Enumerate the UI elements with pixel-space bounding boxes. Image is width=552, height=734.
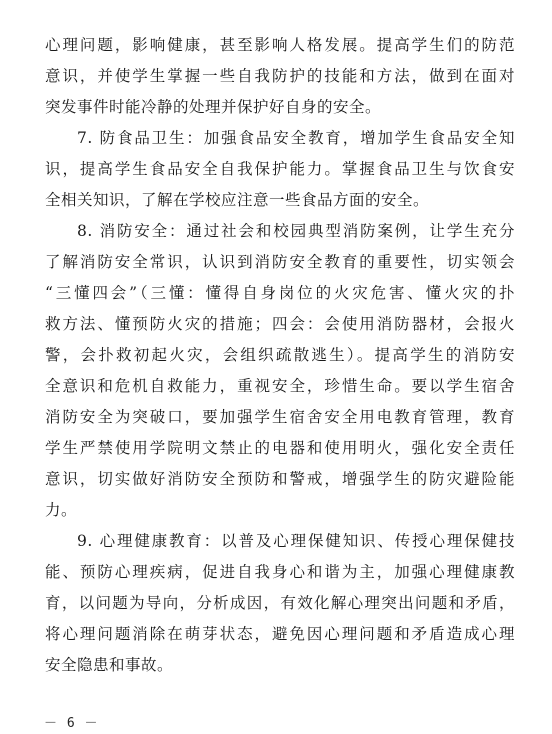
text-line: 全相关知识，了解在学校应注意一些食品方面的安全。	[45, 191, 430, 209]
text-line: 能、预防心理疾病，促进自我身心和谐为主，加强心理健康教	[45, 563, 515, 581]
text-line: 意识，并使学生掌握一些自我防护的技能和方法，做到在面对	[45, 67, 515, 85]
text-line: 心理问题，影响健康，甚至影响人格发展。提高学生们的防范	[45, 36, 515, 54]
section-7-heading-line: 7. 防食品卫生：加强食品安全教育，增加学生食品安全知	[77, 129, 515, 147]
text-line: 力。	[45, 501, 78, 519]
section-9-heading-line: 9. 心理健康教育：以普及心理保健知识、传授心理保健技	[77, 532, 515, 550]
text-line: “三懂四会”（三懂：懂得自身岗位的火灾危害、懂火灾的扑	[45, 284, 515, 302]
text-line: 消防安全为突破口，要加强学生宿舍安全用电教育管理，教育	[45, 408, 515, 426]
text-line: 警，会扑救初起火灾，会组织疏散逃生）。提高学生的消防安	[45, 346, 515, 364]
text-line: 全意识和危机自救能力，重视安全，珍惜生命。要以学生宿舍	[45, 377, 515, 395]
text-line: 育，以问题为导向，分析成因，有效化解心理突出问题和矛盾，	[45, 594, 515, 612]
text-line: 学生严禁使用学院明文禁止的电器和使用明火，强化安全责任	[45, 439, 515, 457]
text-line: 安全隐患和事故。	[45, 656, 174, 674]
text-line: 意识，切实做好消防安全预防和警戒，增强学生的防灾避险能	[45, 470, 515, 488]
text-line: 突发事件时能冷静的处理并保护好自身的安全。	[45, 98, 382, 116]
page-number: － 6 －	[44, 716, 99, 731]
text-line: 了解消防安全常识，认识到消防安全教育的重要性，切实领会	[45, 253, 515, 271]
text-line: 救方法、懂预防火灾的措施；四会：会使用消防器材，会报火	[45, 315, 515, 333]
section-8-heading-line: 8. 消防安全：通过社会和校园典型消防案例，让学生充分	[77, 222, 515, 240]
text-line: 将心理问题消除在萌芽状态，避免因心理问题和矛盾造成心理	[45, 625, 515, 643]
text-line: 识，提高学生食品安全自我保护能力。掌握食品卫生与饮食安	[45, 160, 515, 178]
